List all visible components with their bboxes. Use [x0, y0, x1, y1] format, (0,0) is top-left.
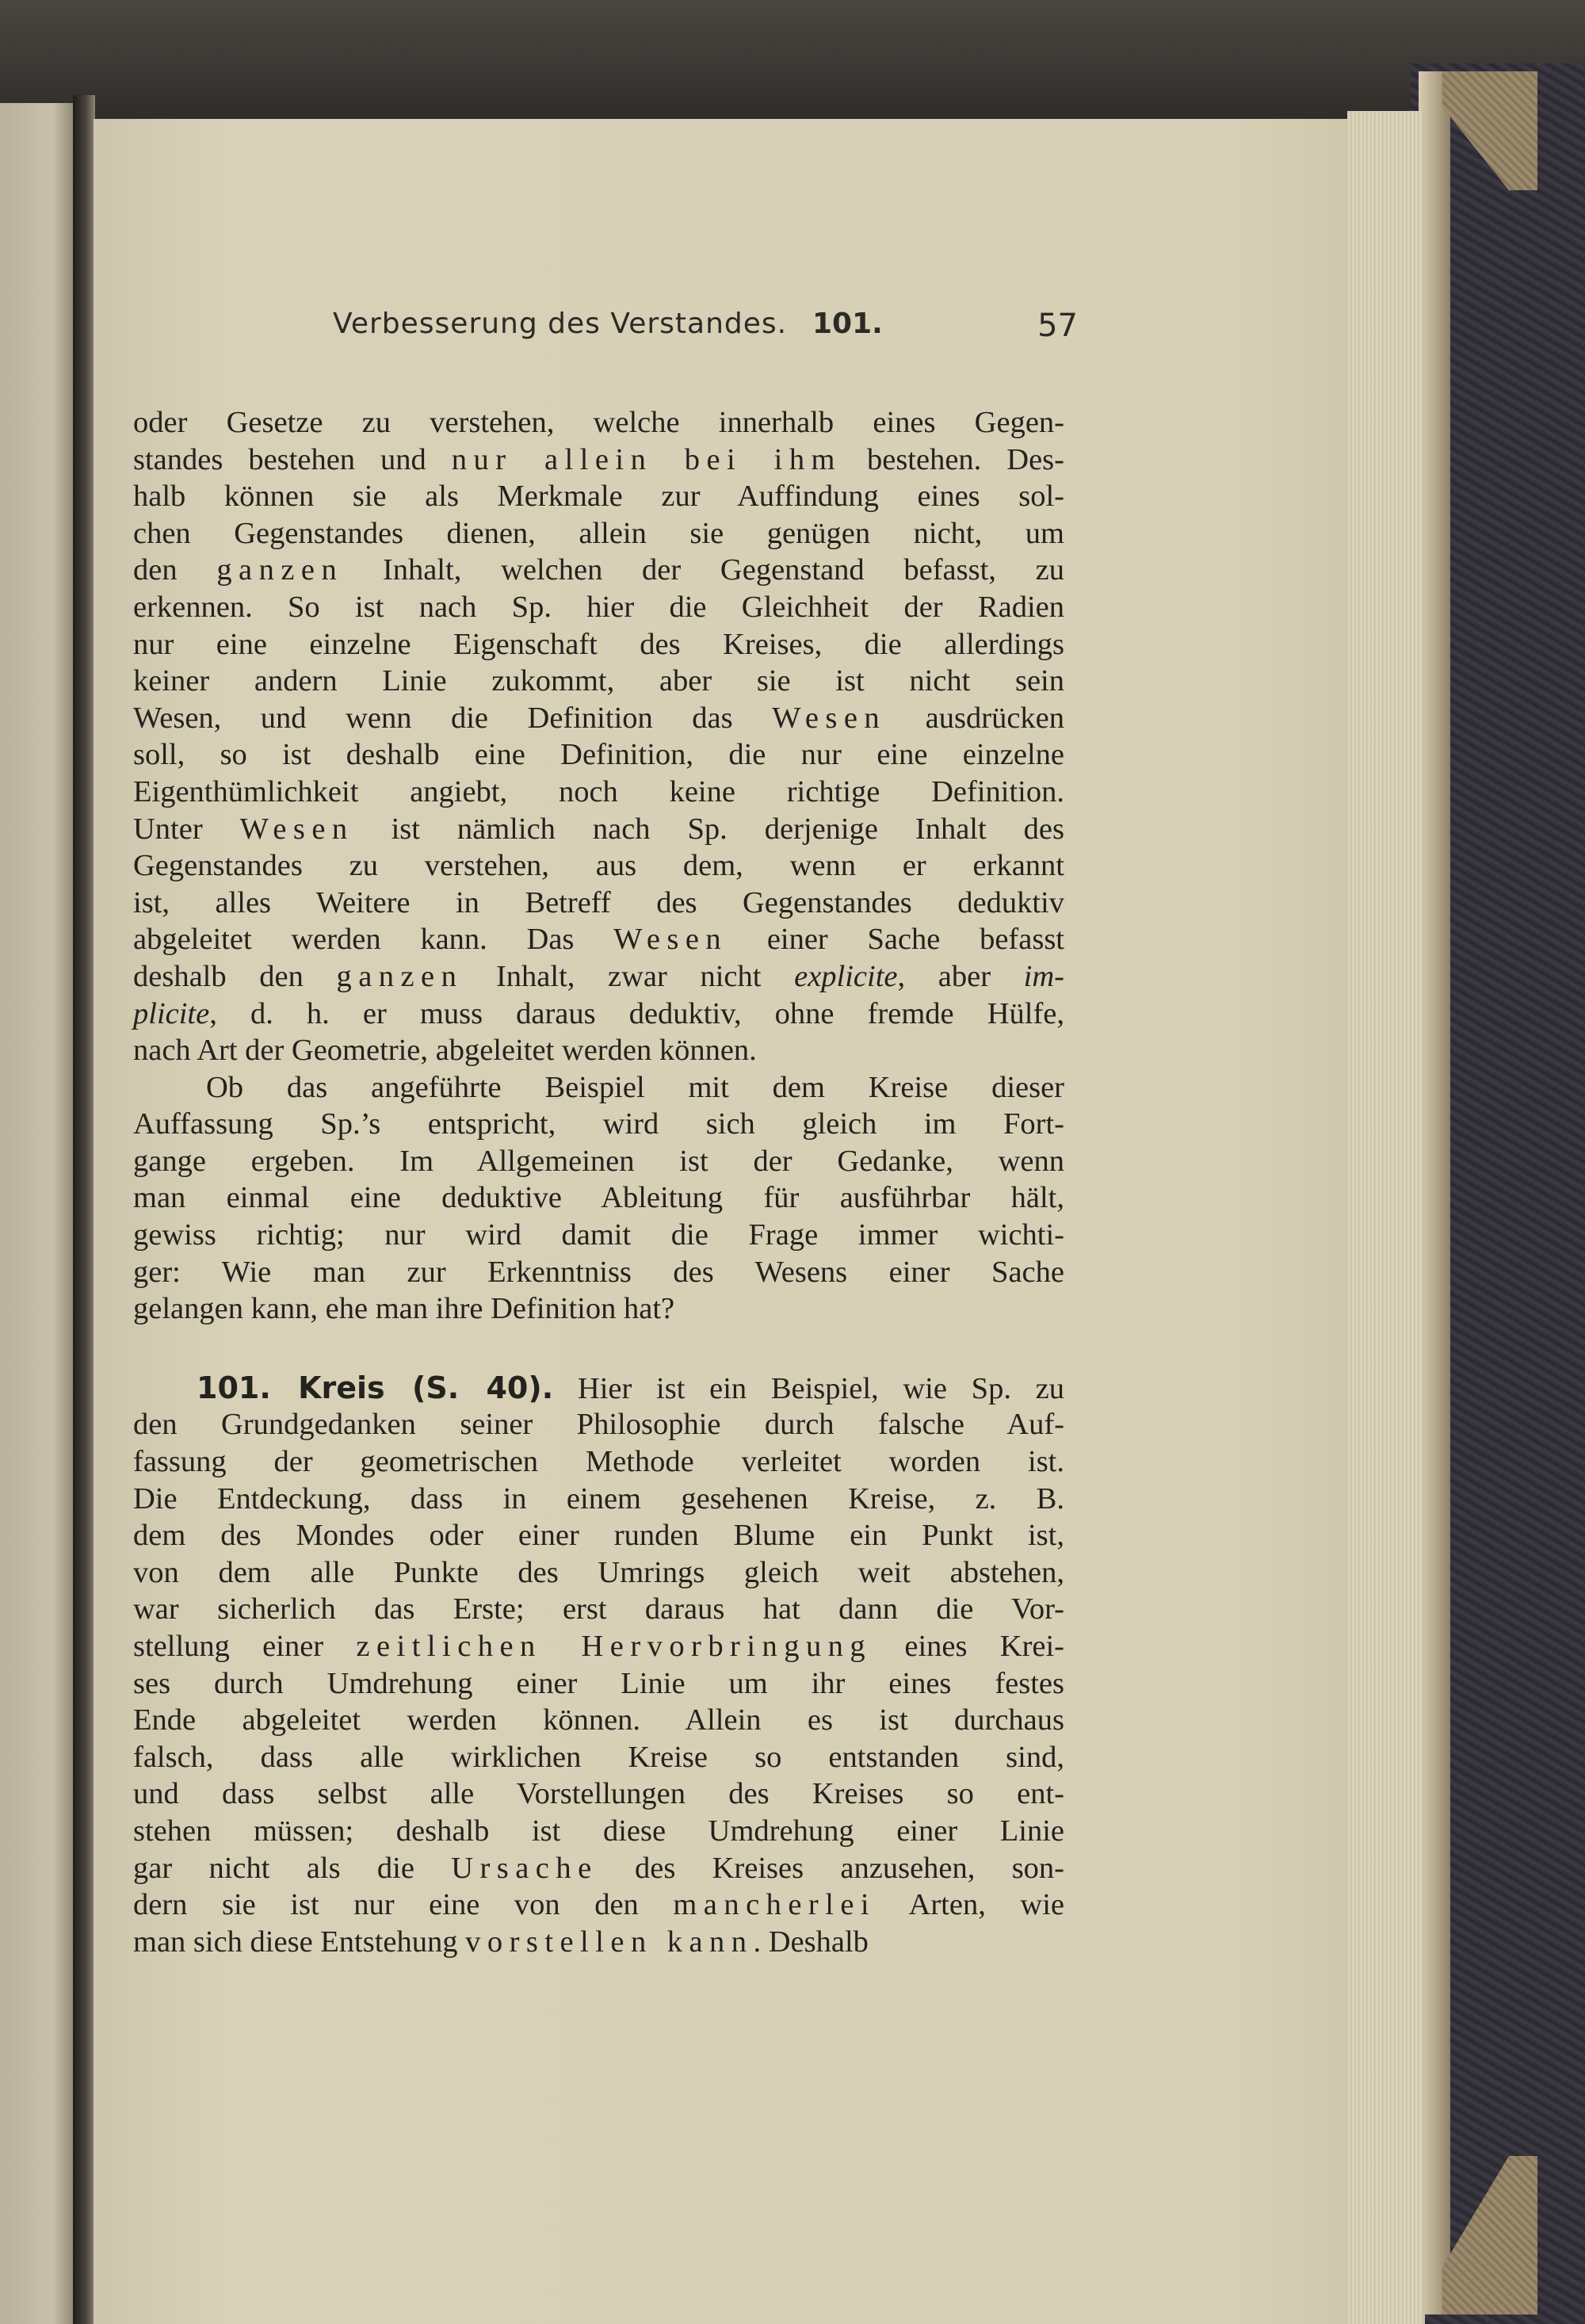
text-segment: Auffassung Sp.’s entspricht, wird sich gleich im Fort- [133, 1107, 1064, 1141]
text-line [133, 589, 1064, 626]
text-line [133, 1290, 1064, 1328]
text-line [133, 1406, 1064, 1443]
section-heading: 101. Kreis (S. 40). [197, 1370, 554, 1405]
text-line [133, 441, 1064, 479]
text-segment: Inhalt, welchen der Gegenstand befasst, zu [343, 553, 1064, 587]
text-segment: stehen müssen; deshalb ist diese Umdrehung einer Linie [133, 1814, 1064, 1848]
text-segment: war sicherlich das Erste; erst daraus hat dann die Vor- [133, 1592, 1064, 1626]
text-segment: man einmal eine deduktive Ableitung für ausführbar hält, [133, 1181, 1064, 1215]
body-text [133, 404, 1064, 1960]
text-segment: gange ergeben. Im Allgemeinen ist der Gedanke, wenn [133, 1144, 1064, 1178]
spaced-emphasis: Ursache [451, 1851, 598, 1885]
text-line [133, 1554, 1064, 1592]
paragraph-2 [133, 1069, 1064, 1328]
header-section-number: 101. [812, 308, 883, 340]
text-segment: und dass selbst alle Vorstellungen des Kreises so ent- [133, 1777, 1064, 1811]
spaced-emphasis: zeitlichen Hervorbringung [356, 1630, 873, 1663]
text-segment: eines Krei- [872, 1630, 1064, 1663]
text-segment: Wesen, und wenn die Definition das [133, 701, 773, 735]
text-line [133, 404, 1064, 441]
book-gutter [73, 95, 95, 2324]
text-line [133, 626, 1064, 663]
text-segment: soll, so ist deshalb eine Definition, die nur eine einzelne [133, 738, 1064, 772]
text-line [133, 663, 1064, 700]
page-edges [1347, 111, 1423, 2324]
text-segment: Ende abgeleitet werden können. Allein es ist durchaus [133, 1703, 1064, 1737]
spaced-emphasis: Wesen [239, 812, 354, 846]
text-segment: chen Gegenstandes dienen, allein sie genügen nicht, um [133, 516, 1064, 550]
text-segment: nach Art der Geometrie, abgeleitet werden können. [133, 1034, 757, 1068]
left-page-edge [0, 103, 75, 2324]
text-segment: gelangen kann, ehe man ihre Definition hat? [133, 1292, 675, 1326]
text-line [133, 1443, 1064, 1481]
text-line [133, 515, 1064, 552]
text-line [133, 1702, 1064, 1739]
text-segment: oder Gesetze zu verstehen, welche innerhalb eines Gegen- [133, 406, 1064, 439]
text-line [133, 552, 1064, 589]
text-line [133, 921, 1064, 958]
spaced-emphasis: ganzen [216, 553, 344, 587]
text-segment: , aber [897, 959, 1024, 993]
text-line [133, 996, 1064, 1033]
text-segment: dern sie ist nur eine von den [133, 1888, 674, 1922]
text-segment: man sich diese Entstehung [133, 1925, 466, 1959]
text-segment: Gegenstandes zu verstehen, aus dem, wenn er erkannt [133, 849, 1064, 883]
text-line [133, 885, 1064, 922]
text-segment: falsch, dass alle wirklichen Kreise so entstanden sind, [133, 1740, 1064, 1774]
text-line [133, 700, 1064, 737]
text-segment: ist nämlich nach Sp. derjenige Inhalt des [353, 812, 1064, 846]
spaced-emphasis: ganzen [336, 959, 464, 993]
running-header [333, 308, 1078, 363]
text-segment: einer Sache befasst [728, 923, 1064, 957]
text-line [133, 811, 1064, 848]
text-segment: gewiss richtig; nur wird damit die Frage immer wichti- [133, 1218, 1064, 1252]
section-101 [133, 1370, 1064, 1961]
text-line [133, 736, 1064, 774]
text-line [133, 958, 1064, 996]
text-line [133, 1886, 1064, 1924]
spaced-emphasis: Wesen [772, 701, 887, 735]
italic-text: explicite [794, 959, 898, 993]
text-line [133, 1739, 1064, 1776]
text-segment: keiner andern Linie zukommt, aber sie ist nicht sein [133, 664, 1064, 698]
spaced-emphasis: mancherlei [673, 1888, 877, 1922]
text-line [133, 1217, 1064, 1254]
text-segment: den [133, 553, 217, 587]
text-segment: halb können sie als Merkmale zur Auffindung eines sol- [133, 480, 1064, 514]
text-segment: erkennen. So ist nach Sp. hier die Gleichheit der Radien [133, 590, 1064, 624]
text-line [133, 1370, 1064, 1407]
text-line [133, 847, 1064, 885]
text-line [133, 478, 1064, 515]
text-line [133, 1069, 1064, 1107]
text-line [133, 1813, 1064, 1850]
text-line [133, 1924, 1064, 1961]
text-segment: deshalb den [133, 959, 337, 993]
spaced-emphasis: nur allein bei ihm [451, 442, 842, 476]
page-number: 57 [1037, 308, 1078, 344]
spaced-emphasis: vorstellen kann [465, 1925, 754, 1959]
text-segment: standes bestehen und [133, 442, 452, 476]
text-line [133, 1481, 1064, 1518]
spaced-emphasis: Wesen [613, 923, 728, 957]
italic-text: plicite [133, 996, 210, 1030]
text-segment: Hier ist ein Beispiel, wie Sp. zu [577, 1371, 1065, 1405]
background [0, 0, 1585, 119]
text-line [133, 1179, 1064, 1217]
paragraph-1 [133, 404, 1064, 1069]
text-segment: ausdrücken [886, 701, 1064, 735]
text-segment: nur eine einzelne Eigenschaft des Kreises, die allerdings [133, 627, 1064, 661]
text-segment: den Grundgedanken seiner Philosophie durch falsche Auf- [133, 1408, 1064, 1442]
text-line [133, 1254, 1064, 1291]
text-segment: abgeleitet werden kann. Das [133, 923, 614, 957]
text-segment: , d. h. er muss daraus deduktiv, ohne fremde Hülfe, [209, 996, 1064, 1030]
text-segment: fassung der geometrischen Methode verleitet worden ist. [133, 1445, 1064, 1479]
text-segment: des Kreises anzusehen, son- [598, 1851, 1064, 1885]
text-segment: Ob das angeführte Beispiel mit dem Kreise dieser [206, 1070, 1064, 1104]
text-line [133, 1628, 1064, 1665]
text-segment: gar nicht als die [133, 1851, 452, 1885]
text-line [133, 774, 1064, 811]
text-segment: Unter [133, 812, 240, 846]
text-segment: von dem alle Punkte des Umrings gleich weit abstehen, [133, 1555, 1064, 1589]
text-segment: Arten, wie [876, 1888, 1064, 1922]
running-title: Verbesserung des Verstandes. [333, 308, 788, 340]
text-line [133, 1517, 1064, 1554]
text-segment: stellung einer [133, 1630, 357, 1663]
text-line [133, 1665, 1064, 1703]
text-line [133, 1850, 1064, 1887]
text-segment: dem des Mondes oder einer runden Blume ein Punkt ist, [133, 1519, 1064, 1553]
text-segment: Eigenthümlichkeit angiebt, noch keine richtige Definition. [133, 774, 1064, 808]
text-segment: ses durch Umdrehung einer Linie um ihr eines festes [133, 1666, 1064, 1700]
text-line [133, 1106, 1064, 1143]
text-segment: Die Entdeckung, dass in einem gesehenen Kreise, z. B. [133, 1481, 1064, 1516]
text-line [133, 1775, 1064, 1813]
text-line [133, 1032, 1064, 1069]
text-line [133, 1143, 1064, 1180]
text-segment: ist, alles Weitere in Betreff des Gegenstandes deduktiv [133, 885, 1064, 919]
text-segment: ger: Wie man zur Erkenntniss des Wesens einer Sache [133, 1255, 1064, 1289]
section-gap [133, 1328, 1064, 1370]
text-line [133, 1591, 1064, 1628]
text-segment: bestehen. Des- [841, 442, 1064, 476]
italic-text: im- [1023, 959, 1064, 993]
text-segment: Inhalt, zwar nicht [463, 959, 795, 993]
text-segment: . Deshalb [753, 1925, 869, 1959]
